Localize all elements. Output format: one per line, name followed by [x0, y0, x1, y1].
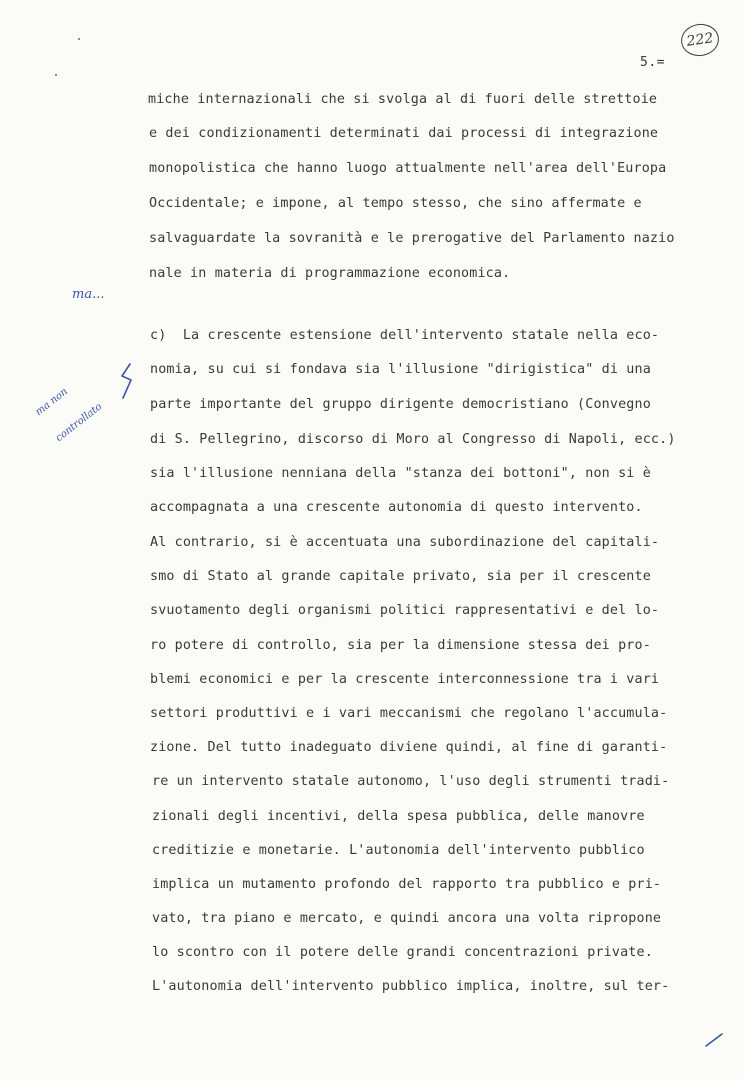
text-line: salvaguardate la sovranità e le prerogative del Parlamento nazio	[149, 231, 675, 246]
text-line: L'autonomia dell'intervento pubblico implica, inoltre, sul ter-	[152, 979, 670, 994]
paper-speck	[55, 74, 57, 76]
text-line: blemi economici e per la crescente interconnessione tra i vari	[150, 672, 660, 687]
text-line: smo di Stato al grande capitale privato, sia per il crescente	[150, 569, 651, 584]
text-line: di S. Pellegrino, discorso di Moro al Congresso di Napoli, ecc.)	[150, 432, 676, 447]
handwritten-note-side	[20, 358, 118, 461]
text-line: ro potere di controllo, sia per la dimensione stessa dei pro-	[150, 638, 651, 653]
text-line: svuotamento degli organismi politici rappresentativi e del lo-	[150, 603, 660, 618]
handwritten-note-side-line1: ma non	[33, 386, 70, 419]
text-line: miche internazionali che si svolga al di fuori delle strettoie	[148, 92, 658, 107]
text-line: accompagnata a una crescente autonomia di questo intervento.	[150, 500, 643, 515]
paper-speck	[78, 38, 80, 40]
text-line: nomia, su cui si fondava sia l'illusione "dirigistica" di una	[150, 362, 651, 377]
text-line: creditizie e monetarie. L'autonomia dell'intervento pubblico	[152, 843, 645, 858]
text-line: implica un mutamento profondo del rapporto tra pubblico e pri-	[152, 877, 662, 892]
text-line: parte importante del gruppo dirigente democristiano (Convegno	[150, 397, 651, 412]
archive-stamp: 222	[679, 22, 721, 59]
handwritten-end-mark	[704, 1032, 724, 1048]
text-line: settori produttivi e i vari meccanismi che regolano l'accumula-	[150, 706, 668, 721]
handwritten-note-side-line2: controllato	[53, 401, 105, 445]
handwritten-bracket-mark	[118, 362, 136, 402]
handwritten-note-top: ma...	[72, 287, 105, 302]
paragraph-c-start: c) La crescente estensione dell'intervento statale nella eco-	[150, 328, 660, 343]
page-number: 5.=	[640, 55, 665, 70]
text-line: re un intervento statale autonomo, l'uso degli strumenti tradi-	[152, 774, 670, 789]
text-line: Occidentale; e impone, al tempo stesso, che sino affermate e	[149, 196, 642, 211]
text-line: e dei condizionamenti determinati dai processi di integrazione	[149, 126, 659, 141]
text-line: zionali degli incentivi, della spesa pubblica, delle manovre	[152, 809, 645, 824]
text-line: vato, tra piano e mercato, e quindi ancora una volta ripropone	[152, 911, 662, 926]
text-line: monopolistica che hanno luogo attualmente nell'area dell'Europa	[149, 161, 667, 176]
text-line: sia l'illusione nenniana della "stanza dei bottoni", non si è	[150, 466, 651, 481]
text-line: lo scontro con il potere delle grandi concentrazioni private.	[152, 945, 653, 960]
text-line: nale in materia di programmazione economica.	[149, 266, 511, 281]
text-line: Al contrario, si è accentuata una subordinazione del capitali-	[150, 535, 660, 550]
text-line: zione. Del tutto inadeguato diviene quindi, al fine di garanti-	[150, 740, 668, 755]
